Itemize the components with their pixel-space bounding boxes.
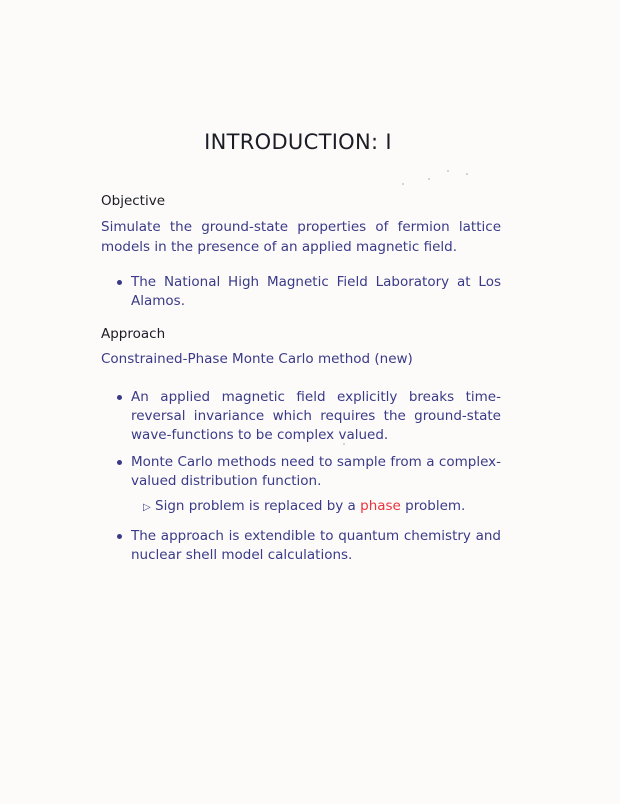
- bullet-dot-icon: [117, 534, 122, 539]
- approach-bullet-list-3: [117, 527, 501, 565]
- bullet-dot-icon: [117, 460, 122, 465]
- approach-bullet: [117, 388, 501, 445]
- scan-speck: [343, 443, 345, 445]
- approach-bullet: [117, 453, 501, 491]
- sub-bullet-highlight: phase: [360, 498, 401, 514]
- sub-bullet-text-after: problem.: [405, 498, 466, 514]
- triangle-right-icon: ▷: [143, 502, 151, 513]
- scan-speck: [428, 178, 430, 180]
- objective-heading: Objective: [101, 193, 166, 209]
- approach-bullet-list-2: [117, 453, 501, 491]
- approach-text: Constrained-Phase Monte Carlo method (new): [101, 351, 413, 367]
- bullet-dot-icon: [117, 280, 122, 285]
- approach-heading: Approach: [101, 326, 166, 342]
- approach-bullet-text: An applied magnetic field explicitly breaks time-reversal invariance which requires the ground-state wave-functions to be complex valued.: [131, 389, 501, 443]
- approach-bullet: [117, 527, 501, 565]
- objective-bullet-text: The National High Magnetic Field Laboratory at Los Alamos.: [131, 274, 501, 309]
- objective-bullet: [117, 273, 501, 311]
- page-title: INTRODUCTION: I: [204, 130, 392, 154]
- scan-speck: [402, 183, 404, 185]
- sub-bullet: [143, 498, 465, 514]
- approach-bullet-text: Monte Carlo methods need to sample from a complex-valued distribution function.: [131, 454, 501, 489]
- objective-bullet-list: [117, 273, 501, 311]
- bullet-dot-icon: [117, 395, 122, 400]
- approach-bullet-text: The approach is extendible to quantum chemistry and nuclear shell model calculations.: [131, 528, 501, 563]
- scan-speck: [466, 173, 468, 175]
- objective-text: Simulate the ground-state properties of fermion lattice models in the presence of an applied magnetic field.: [101, 219, 501, 255]
- sub-bullet-text-before: Sign problem is replaced by a: [155, 498, 356, 514]
- scan-speck: [447, 170, 449, 172]
- approach-bullet-list-1: [117, 388, 501, 445]
